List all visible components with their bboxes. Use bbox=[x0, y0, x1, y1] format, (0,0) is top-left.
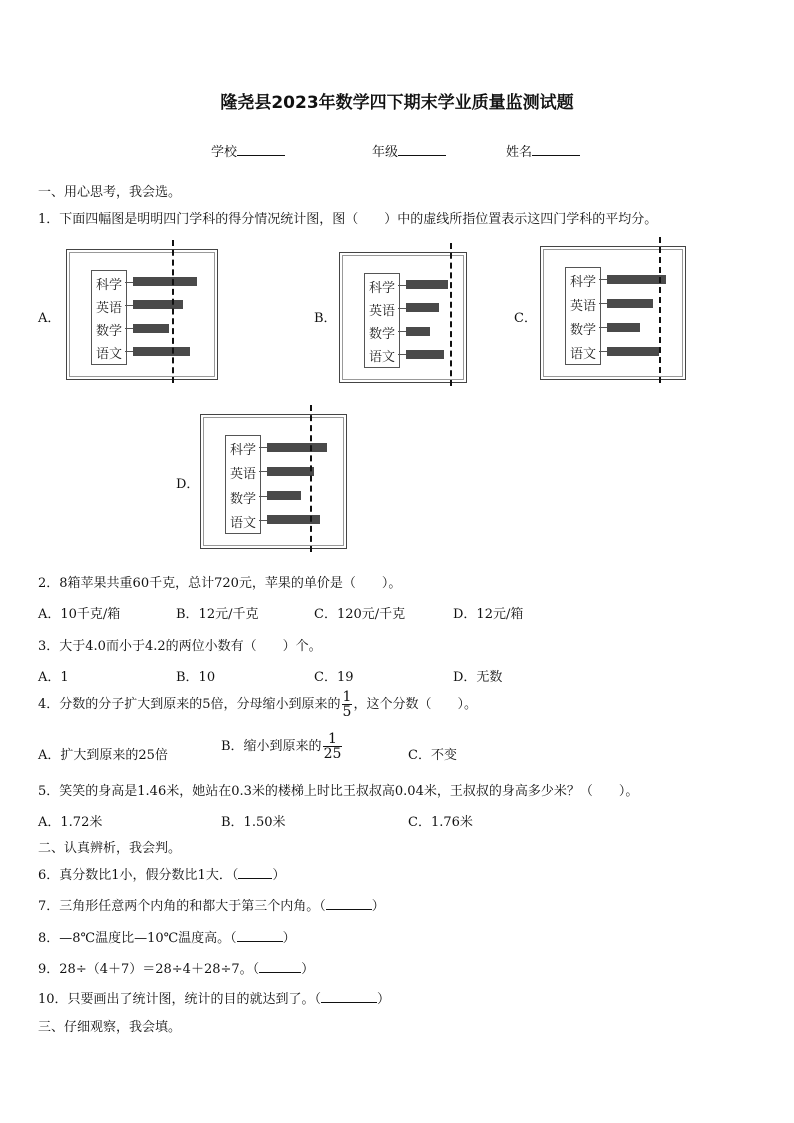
bar-tick bbox=[259, 447, 267, 448]
question-6: 6．真分数比1小，假分数比1大．（ ） bbox=[38, 868, 286, 883]
bar-tick bbox=[398, 331, 406, 332]
score-bar bbox=[133, 324, 169, 333]
score-bar bbox=[267, 467, 314, 476]
q8-answer-blank[interactable] bbox=[237, 929, 283, 942]
option-d-label[interactable]: D． bbox=[176, 477, 200, 492]
score-bar bbox=[406, 303, 439, 312]
page-title: 隆尧县2023年数学四下期末学业质量监测试题 bbox=[220, 93, 574, 113]
subject-label: 语文 bbox=[368, 350, 395, 366]
bar-tick bbox=[398, 285, 406, 286]
figure-b bbox=[339, 252, 467, 383]
score-bar bbox=[406, 280, 448, 289]
score-bar bbox=[267, 443, 327, 452]
name-blank[interactable] bbox=[532, 143, 580, 156]
q2-option-d[interactable]: D．12元/箱 bbox=[453, 607, 524, 622]
score-bar bbox=[607, 323, 640, 332]
subject-label: 英语 bbox=[368, 303, 395, 319]
q3-option-a[interactable]: A．1 bbox=[38, 670, 69, 685]
subject-label: 科学 bbox=[569, 275, 596, 290]
bar-tick bbox=[599, 279, 607, 280]
q3-option-d[interactable]: D．无数 bbox=[453, 670, 503, 685]
figure-d bbox=[200, 414, 347, 549]
bar-tick bbox=[599, 351, 607, 352]
score-bar bbox=[267, 515, 320, 524]
subject-list-d bbox=[225, 435, 261, 534]
q4-option-b[interactable]: B．缩小到原来的 $\frac{1}{25}$ bbox=[221, 731, 342, 762]
subject-label: 数学 bbox=[569, 323, 596, 338]
q2-option-a[interactable]: A．10千克/箱 bbox=[38, 607, 121, 622]
score-bar bbox=[406, 327, 430, 336]
bar-tick bbox=[599, 303, 607, 304]
subject-label: 英语 bbox=[229, 467, 256, 483]
bar-tick bbox=[599, 327, 607, 328]
q3-option-b[interactable]: B．10 bbox=[176, 670, 216, 685]
subject-label: 科学 bbox=[95, 277, 122, 293]
section-1-heading: 一、用心思考，我会选。 bbox=[38, 185, 182, 200]
q6-answer-blank[interactable] bbox=[238, 866, 272, 879]
fraction-one-twentyfifth: $\frac{1}{25}$ bbox=[323, 731, 342, 762]
question-3: 3．大于4.0而小于4.2的两位小数有（ ）个。 bbox=[38, 639, 322, 654]
grade-blank[interactable] bbox=[398, 143, 446, 156]
bar-tick bbox=[125, 351, 133, 352]
bar-tick bbox=[125, 328, 133, 329]
q3-option-c[interactable]: C．19 bbox=[314, 670, 354, 685]
subject-label: 数学 bbox=[95, 324, 122, 340]
score-bar bbox=[133, 300, 183, 309]
subject-label: 英语 bbox=[569, 299, 596, 314]
subject-label: 语文 bbox=[95, 347, 122, 363]
q7-answer-blank[interactable] bbox=[326, 897, 372, 910]
bar-tick bbox=[125, 305, 133, 306]
option-c-label[interactable]: C． bbox=[514, 311, 537, 326]
bar-tick bbox=[125, 282, 133, 283]
bar-tick bbox=[259, 471, 267, 472]
average-dashed-line bbox=[450, 243, 452, 386]
question-5: 5．笑笑的身高是1.46米，她站在0.3米的楼梯上时比王叔叔高0.04米，王叔叔的身高多少米？（ ）。 bbox=[38, 784, 639, 799]
question-8: 8．—8℃温度比—10℃温度高。（ ） bbox=[38, 931, 296, 946]
section-3-heading: 三、仔细观察，我会填。 bbox=[38, 1020, 182, 1035]
q2-option-c[interactable]: C．120元/千克 bbox=[314, 607, 406, 622]
q4-option-a[interactable]: A．扩大到原来的25倍 bbox=[38, 748, 168, 763]
subject-label: 语文 bbox=[229, 515, 256, 531]
subject-label: 数学 bbox=[368, 327, 395, 343]
subject-list-c bbox=[565, 267, 601, 365]
score-bar bbox=[133, 347, 190, 356]
question-10: 10．只要画出了统计图，统计的目的就达到了。（ ） bbox=[38, 992, 391, 1007]
score-bar bbox=[607, 347, 659, 356]
subject-label: 英语 bbox=[95, 300, 122, 316]
subject-label: 科学 bbox=[229, 443, 256, 459]
subject-label: 数学 bbox=[229, 491, 256, 507]
question-9: 9．28÷（4＋7）＝28÷4＋28÷7。（ ） bbox=[38, 962, 315, 977]
name-field: 姓名 bbox=[506, 141, 580, 160]
average-dashed-line bbox=[310, 405, 312, 552]
question-7: 7．三角形任意两个内角的和都大于第三个内角。（ ） bbox=[38, 899, 385, 914]
q9-answer-blank[interactable] bbox=[259, 960, 301, 973]
score-bar bbox=[607, 299, 653, 308]
school-blank[interactable] bbox=[237, 143, 285, 156]
q5-option-c[interactable]: C．1.76米 bbox=[408, 815, 473, 830]
figure-c bbox=[540, 246, 686, 380]
q5-option-b[interactable]: B．1.50米 bbox=[221, 815, 286, 830]
grade-field: 年级 bbox=[372, 141, 446, 160]
score-bar bbox=[133, 277, 197, 286]
question-1: 1．下面四幅图是明明四门学科的得分情况统计图，图（ ）中的虚线所指位置表示这四门学科的平均分。 bbox=[38, 212, 658, 227]
bar-tick bbox=[398, 308, 406, 309]
q5-option-a[interactable]: A．1.72米 bbox=[38, 815, 103, 830]
bar-tick bbox=[259, 520, 267, 521]
q10-answer-blank[interactable] bbox=[321, 990, 377, 1003]
question-2: 2．8箱苹果共重60千克，总计720元，苹果的单价是（ ）。 bbox=[38, 576, 402, 591]
subject-list-a bbox=[91, 270, 127, 365]
score-bar bbox=[607, 275, 666, 284]
figure-a bbox=[66, 249, 218, 380]
option-a-label[interactable]: A． bbox=[38, 311, 61, 326]
q4-option-c[interactable]: C．不变 bbox=[408, 748, 457, 763]
subject-label: 科学 bbox=[368, 280, 395, 296]
option-b-label[interactable]: B． bbox=[314, 311, 337, 326]
q2-option-b[interactable]: B．12元/千克 bbox=[176, 607, 259, 622]
section-2-heading: 二、认真辨析，我会判。 bbox=[38, 841, 182, 856]
school-field: 学校 bbox=[211, 141, 285, 160]
bar-tick bbox=[259, 496, 267, 497]
fraction-one-fifth: $\frac{1}{5}$ bbox=[342, 689, 352, 720]
bar-tick bbox=[398, 354, 406, 355]
question-4: 4．分数的分子扩大到原来的5倍，分母缩小到原来的 $\frac{1}{5}$ ，这个分数（ ）。 bbox=[38, 689, 477, 720]
subject-label: 语文 bbox=[569, 347, 596, 362]
average-dashed-line bbox=[659, 237, 661, 383]
subject-list-b bbox=[364, 273, 400, 368]
score-bar bbox=[267, 491, 301, 500]
average-dashed-line bbox=[172, 240, 174, 383]
score-bar bbox=[406, 350, 444, 359]
